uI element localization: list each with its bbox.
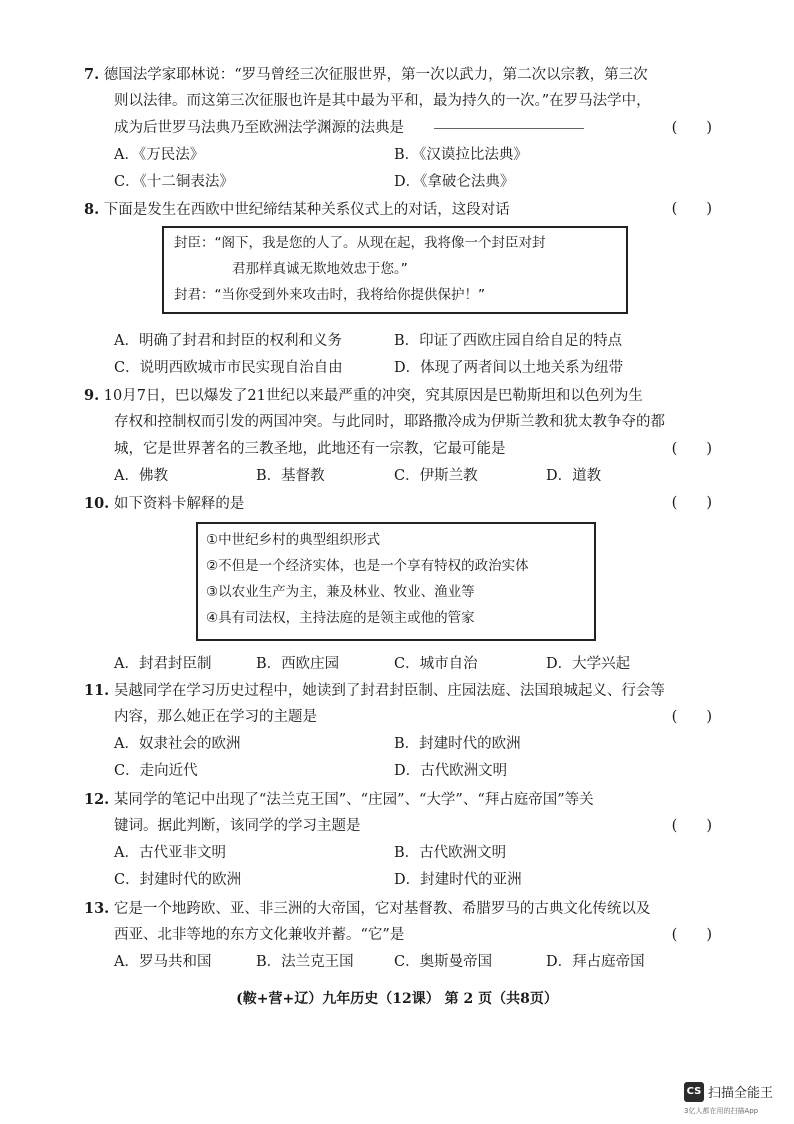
option-b: B．封建时代的欧洲 [394, 736, 521, 752]
question-7 [84, 61, 712, 196]
question-text: 内容，那么她正在学习的主题是 [114, 709, 317, 725]
option-c: C．《十二铜表法》 [114, 174, 234, 190]
question-text: 西亚、北非等地的东方文化兼收并蓄。“它”是 [114, 927, 405, 943]
question-text: 德国法学家耶林说：“罗马曾经三次征服世界，第一次以武力，第二次以宗教，第三次 [103, 67, 648, 83]
question-number: 13. [84, 900, 110, 917]
question-12 [84, 786, 712, 894]
question-text: 如下资料卡解释的是 [113, 496, 245, 512]
option-b: B．法兰克王国 [256, 954, 354, 970]
question-number: 9. [84, 387, 100, 404]
info-card [196, 522, 596, 641]
option-b: B．基督教 [256, 468, 325, 484]
question-number: 8. [84, 201, 100, 218]
answer-blank [434, 128, 584, 129]
dialogue-line: 君那样真诚无欺地效忠于您。” [232, 261, 408, 277]
option-c: C．说明西欧城市市民实现自治自由 [114, 360, 343, 376]
answer-paren: ( ) [671, 495, 712, 511]
option-d: D．《拿破仑法典》 [394, 174, 515, 190]
option-a: A．罗马共和国 [114, 954, 212, 970]
question-8-options [84, 328, 704, 382]
question-number: 11. [84, 682, 110, 699]
option-d: D．大学兴起 [546, 656, 631, 672]
answer-paren: ( ) [671, 927, 712, 943]
answer-paren: ( ) [671, 120, 712, 136]
question-text: 下面是发生在西欧中世纪缔结某种关系仪式上的对话，这段对话 [103, 202, 510, 218]
question-number: 12. [84, 791, 110, 808]
option-b: B．西欧庄园 [256, 656, 340, 672]
question-11 [84, 677, 712, 785]
option-c: C．城市自治 [394, 656, 478, 672]
info-card-line: ③以农业生产为主，兼及林业、牧业、渔业等 [206, 584, 475, 600]
scanner-watermark [684, 1080, 794, 1120]
scanner-app-name: 扫描全能王 [708, 1086, 774, 1101]
option-b: B．印证了西欧庄园自给自足的特点 [394, 333, 623, 349]
option-d: D．体现了两者间以土地关系为纽带 [394, 360, 624, 376]
answer-paren: ( ) [671, 709, 712, 725]
question-text: 键词。据此判断，该同学的学习主题是 [114, 818, 361, 834]
option-a: A．佛教 [114, 468, 168, 484]
question-10-options [84, 651, 704, 678]
answer-paren: ( ) [671, 201, 712, 217]
dialogue-line: 封君：“当你受到外来攻击时，我将给你提供保护！” [174, 287, 485, 303]
answer-paren: ( ) [671, 441, 712, 457]
option-a: A．明确了封君和封臣的权利和义务 [114, 333, 342, 349]
question-text: 某同学的笔记中出现了“法兰克王国”、“庄园”、“大学”、“拜占庭帝国”等关 [113, 792, 594, 808]
question-number: 7. [84, 66, 100, 83]
scanner-tagline: 3亿人都在用的扫描App [684, 1107, 759, 1115]
option-d: D．封建时代的亚洲 [394, 872, 522, 888]
option-c: C．封建时代的欧洲 [114, 872, 242, 888]
question-13 [84, 895, 712, 976]
option-a: A．封君封臣制 [114, 656, 212, 672]
dialogue-line: 封臣：“阁下，我是您的人了。从现在起，我将像一个封臣对封 [174, 235, 546, 251]
question-text: 则以法律。而这第三次征服也许是其中最为平和，最为持久的一次。”在罗马法学中， [114, 93, 651, 109]
question-text: 它是一个地跨欧、亚、非三洲的大帝国，它对基督教、希腊罗马的古典文化传统以及 [113, 901, 651, 917]
question-text: 成为后世罗马法典乃至欧洲法学渊源的法典是 [114, 120, 404, 136]
question-text: 城，它是世界著名的三教圣地，此地还有一宗教，它最可能是 [114, 441, 506, 457]
question-number: 10. [84, 495, 110, 512]
option-c: C．伊斯兰教 [394, 468, 478, 484]
question-text: 10月7日，巴以爆发了21世纪以来最严重的冲突，究其原因是巴勒斯坦和以色列为生 [103, 388, 643, 404]
answer-paren: ( ) [671, 818, 712, 834]
info-card-line: ②不但是一个经济实体，也是一个享有特权的政治实体 [206, 558, 529, 574]
option-a: A．古代亚非文明 [114, 845, 226, 861]
question-10 [84, 490, 712, 517]
option-d: D．道教 [546, 468, 602, 484]
question-8 [84, 196, 712, 223]
option-a: A．《万民法》 [114, 147, 205, 163]
question-text: 吴越同学在学习历史过程中，她读到了封君封臣制、庄园法庭、法国琅城起义、行会等 [113, 683, 665, 699]
option-c: C．走向近代 [114, 763, 198, 779]
option-c: C．奥斯曼帝国 [394, 954, 493, 970]
info-card-line: ④具有司法权，主持法庭的是领主或他的管家 [206, 610, 475, 626]
option-d: D．拜占庭帝国 [546, 954, 645, 970]
option-b: B．《汉谟拉比法典》 [394, 147, 528, 163]
option-b: B．古代欧洲文明 [394, 845, 507, 861]
info-card-line: ①中世纪乡村的典型组织形式 [206, 532, 381, 548]
option-a: A．奴隶社会的欧洲 [114, 736, 241, 752]
scanner-logo-icon: CS [684, 1082, 704, 1102]
dialogue-box [162, 226, 628, 314]
question-text: 存权和控制权而引发的两国冲突。与此同时，耶路撒冷成为伊斯兰教和犹太教争夺的都 [114, 414, 665, 430]
page-footer: (鞍+营+辽）九年历史（12课） 第 2 页（共8页） [236, 991, 558, 1007]
question-9 [84, 382, 712, 490]
option-d: D．古代欧洲文明 [394, 763, 508, 779]
